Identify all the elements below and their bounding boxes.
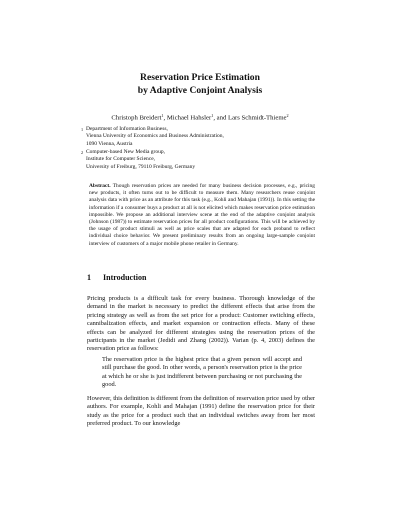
block-quote: The reservation price is the highest price that a given person will accept and still purchase the good. In other words, a person's reservation price is the price at which he or she is just indifferent between purchasing or not purchasing the good. <box>102 356 302 389</box>
author-affiliation-mark: 2 <box>286 113 289 118</box>
affiliation-line: Department of Information Business, <box>86 126 168 132</box>
affiliation-line: Computer-based New Media group, <box>86 149 166 155</box>
abstract-text: Though reservation prices are needed for many business decision processes, e.g., pricing new products, it often turns out to be difficult to measure them. Many researchers reuse conjoint analysis data with price as an attribute for this task (e.g., Kohli and Mahajan (1991)). In this setting the information if a consumer buys a product at all is not elicited which makes reservation price estimation impossible. We propose an additional interview scene at the end of the adaptive conjoint analysis (Johnson (1987)) to estimate reservation prices for all product configurations. This will be achieved by the usage of product stimuli as well as price scales that are adapted for each proband to reflect individual choice behavior. We present preliminary results from an ongoing large-sample conjoint interview of customers of a major mobile phone retailer in Germany. <box>89 183 315 247</box>
affiliation-number: 1 <box>81 127 84 132</box>
section-number: 1 <box>87 273 91 282</box>
section-title: Introduction <box>103 273 147 282</box>
author-affiliation-mark: 1 <box>211 113 214 118</box>
author-name: Christoph Breidert <box>111 114 162 122</box>
affiliation-line: Vienna University of Economics and Business Administration, <box>86 133 224 140</box>
abstract <box>89 183 315 248</box>
affiliation-1 <box>81 126 346 148</box>
author-list: Christoph Breidert$^1$, Michael Hahsler$^1$, and Lars Schmidt-Thieme$^2$ <box>111 113 289 122</box>
body-paragraph-1: Pricing products is a difficult task for every business. Thorough knowledge of the demand in the market is necessary to predict the different effects that arise from the pricing strategy as well as from the set price for a product: Customer switching effects, cannibalization effects, and market expansion or contraction effects. Many of these effects can be analyzed for different strategies using the reservation prices of the participants in the market (Jedidi and Zhang (2002)). Varian (p. 4, 2003) defines the reservation price as follows: <box>87 295 315 353</box>
affiliation-line: 1090 Vienna, Austria <box>86 140 133 147</box>
author-name: and Lars Schmidt-Thieme <box>216 114 287 122</box>
abstract-label: Abstract. <box>89 183 111 189</box>
affiliation-number: 2 <box>81 150 84 155</box>
section-heading <box>87 273 146 282</box>
affiliation-2 <box>81 149 346 171</box>
paper-title-line-1: Reservation Price Estimation <box>140 72 260 83</box>
affiliation-line: University of Freiburg, 79110 Freiburg, Germany <box>86 163 196 170</box>
author-name: Michael Hahsler <box>166 114 212 122</box>
author-affiliation-mark: 1 <box>161 113 164 118</box>
affiliation-line: Institute for Computer Science, <box>86 156 156 163</box>
paper-title-line-2: by Adaptive Conjoint Analysis <box>137 85 263 96</box>
body-paragraph-2: However, this definition is different from the definition of reservation price used by other authors. For example, Kohli and Mahajan (1991) define the reservation price for their study as the price for a product such that an individual switches away from her most preferred product. To our knowledge <box>87 395 315 428</box>
